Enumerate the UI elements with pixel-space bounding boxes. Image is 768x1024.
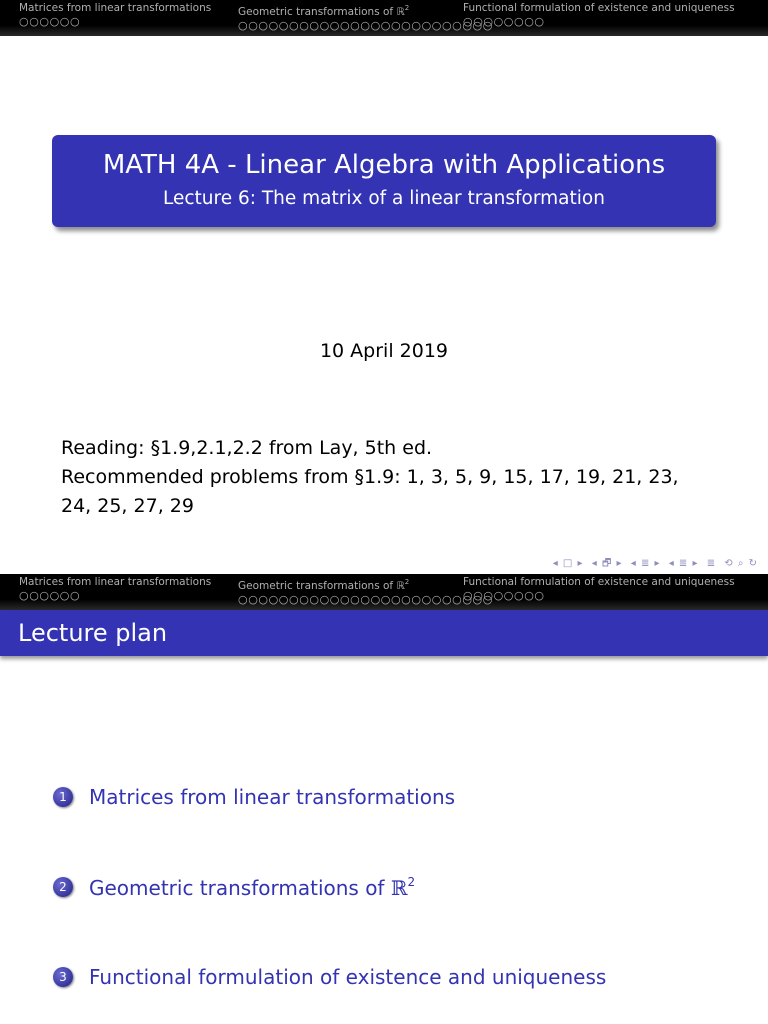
nav-section-functional[interactable]: [463, 576, 735, 602]
nav-section-title-sup: 2: [404, 4, 410, 12]
nav-section-title[interactable]: Matrices from linear transformations: [19, 2, 212, 14]
recommended-problems-line: Recommended problems from §1.9: 1, 3, 5, 9, 15, 17, 19, 21, 23, 24, 25, 27, 29: [61, 466, 679, 517]
toc-item-label[interactable]: Matrices from linear transformations: [89, 785, 456, 809]
toc-item-geometric[interactable]: [53, 872, 415, 902]
toc-item-math: ℝ: [390, 875, 408, 900]
nav-section-title[interactable]: Matrices from linear transformations: [19, 576, 212, 588]
lecture-plan-slide: [0, 574, 768, 1024]
nav-section-title[interactable]: Functional formulation of existence and uniqueness: [463, 576, 735, 588]
subsection2-nav-icon[interactable]: ◂ ≣ ▸: [668, 558, 699, 569]
toc-item-label[interactable]: Functional formulation of existence and uniqueness: [89, 965, 607, 989]
toc-item-sup: 2: [407, 874, 416, 889]
toc-item-label[interactable]: [89, 875, 415, 900]
toc-item-label-text: Geometric transformations of: [89, 875, 391, 900]
nav-section-title[interactable]: [238, 2, 493, 18]
nav-frame-dots[interactable]: ○○○○○○○○: [463, 589, 545, 602]
frame-title-bar: [0, 610, 768, 656]
frame-nav-icon[interactable]: ◂ □ ▸: [552, 558, 584, 569]
nav-section-matrices[interactable]: [19, 2, 211, 28]
section-navigation-bar: [0, 0, 768, 36]
presentation-title: MATH 4A - Linear Algebra with Applications: [102, 150, 666, 180]
section-nav-icon[interactable]: ◂ ≣ ▸: [630, 558, 661, 569]
nav-frame-dots[interactable]: ○○○○○○○○: [463, 15, 545, 28]
section-navigation-bar: [0, 574, 768, 610]
search-icon[interactable]: ⟲ ⌕ ↻: [724, 558, 758, 569]
toc-number-bullet: 1: [53, 787, 73, 807]
nav-section-title-sup: 2: [404, 578, 410, 586]
nav-section-geometric[interactable]: [238, 2, 493, 32]
nav-frame-dots[interactable]: ○○○○○○: [19, 589, 81, 602]
toc-item-functional[interactable]: [53, 962, 606, 992]
nav-section-title[interactable]: Functional formulation of existence and uniqueness: [463, 2, 735, 14]
title-block: [52, 135, 716, 227]
nav-section-geometric[interactable]: [238, 576, 493, 606]
align-icon[interactable]: ≣: [706, 558, 717, 569]
nav-section-matrices[interactable]: [19, 576, 211, 602]
nav-section-functional[interactable]: [463, 2, 735, 28]
nav-section-title[interactable]: [238, 576, 493, 592]
toc-item-matrices[interactable]: [53, 782, 455, 812]
presentation-date: 10 April 2019: [319, 340, 449, 362]
frame-title: Lecture plan: [18, 619, 168, 647]
subsection-nav-icon[interactable]: ◂ 🗗 ▸: [591, 558, 623, 569]
nav-section-title-text: Geometric transformations of ℝ: [238, 6, 405, 18]
beamer-navigation-symbols: [549, 556, 758, 573]
reading-assignment: [61, 434, 711, 521]
nav-frame-dots[interactable]: ○○○○○○○○○○○○○○○○○○○○○○○○○: [238, 593, 493, 606]
toc-number-bullet: 3: [53, 967, 73, 987]
toc-number-bullet: 2: [53, 877, 73, 897]
nav-section-title-text: Geometric transformations of ℝ: [238, 580, 405, 592]
nav-frame-dots[interactable]: ○○○○○○: [19, 15, 81, 28]
nav-frame-dots[interactable]: ○○○○○○○○○○○○○○○○○○○○○○○○○: [238, 19, 493, 32]
reading-line: Reading: §1.9,2.1,2.2 from Lay, 5th ed.: [61, 437, 433, 459]
presentation-subtitle: Lecture 6: The matrix of a linear transformation: [163, 188, 605, 209]
